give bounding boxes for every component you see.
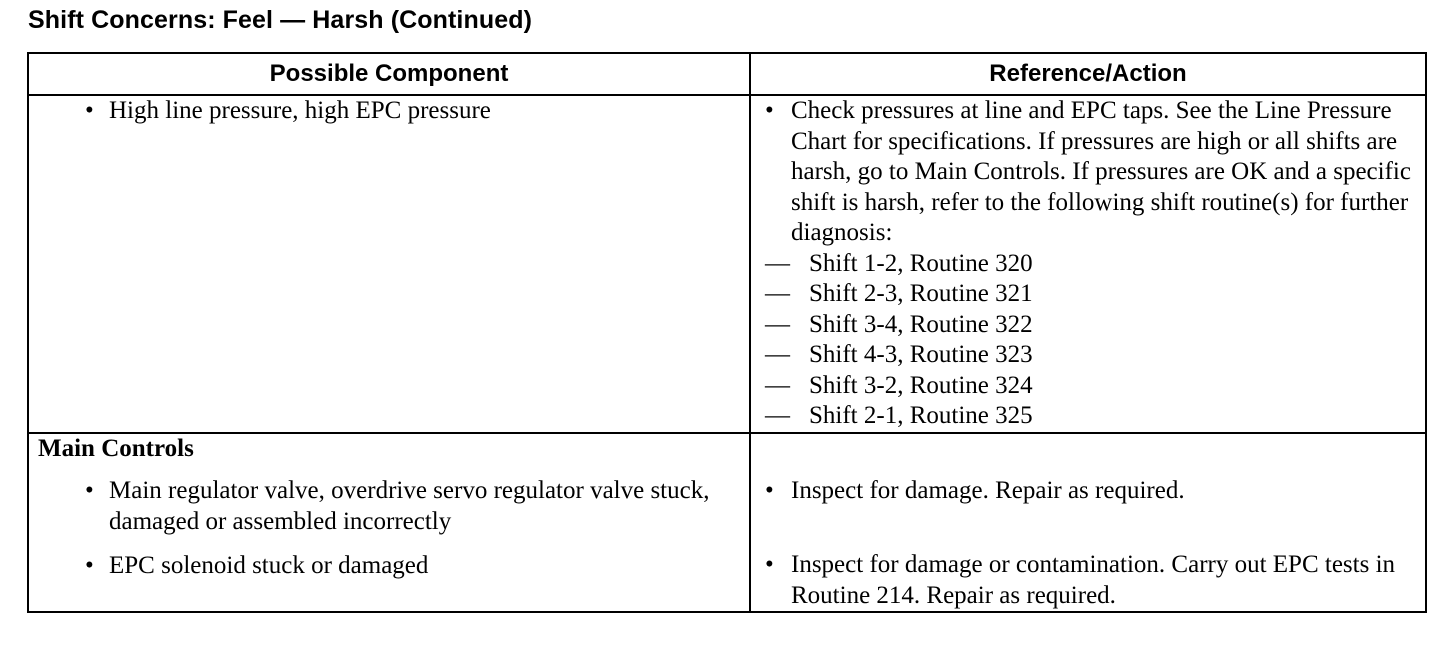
routine-text: Shift 2-1, Routine 325 [809,402,1033,429]
dash-icon: — [765,371,790,399]
routine-item [751,249,1425,280]
list-item [751,96,1425,249]
action-text: Inspect for damage. Repair as required. [791,476,1185,504]
routine-text: Shift 3-4, Routine 322 [809,310,1033,338]
table-row [28,433,1426,613]
routine-item [751,371,1425,402]
routine-item [751,401,1425,432]
dash-icon: — [765,341,790,368]
routine-text: Shift 1-2, Routine 320 [809,249,1033,277]
routine-item [751,310,1425,341]
bullet-icon: • [765,97,774,124]
bullet-icon: • [85,97,94,124]
dash-icon: — [765,310,790,338]
bullet-icon: • [85,477,94,504]
action-text: Inspect for damage or contamination. Carry out EPC tests in Routine 214. Repair as required. [791,551,1396,609]
page-title: Shift Concerns: Feel — Harsh (Continued) [28,6,533,34]
column-header-action: Reference/Action [750,53,1426,95]
routine-text: Shift 3-2, Routine 324 [809,371,1033,399]
component-text: High line pressure, high EPC pressure [109,97,491,124]
routine-item [751,279,1425,310]
routine-item [751,340,1425,371]
component-cell [28,433,750,613]
list-item [751,550,1425,611]
bullet-icon: • [765,551,774,578]
list-item [29,551,749,582]
dash-icon: — [765,402,790,429]
routine-text: Shift 4-3, Routine 323 [809,341,1033,368]
diagnosis-table [27,52,1427,613]
bullet-icon: • [765,476,774,504]
dash-icon: — [765,249,790,277]
bullet-icon: • [85,552,94,579]
list-item [29,476,749,537]
routine-text: Shift 2-3, Routine 321 [809,280,1033,307]
table-row [28,95,1426,433]
dash-icon: — [765,280,790,307]
list-item [29,96,749,127]
component-text: Main regulator valve, overdrive servo regulator valve stuck, damaged or assembled incorrectly [109,477,710,535]
action-cell [750,433,1426,613]
component-text: EPC solenoid stuck or damaged [109,552,429,579]
action-text: Check pressures at line and EPC taps. See the Line Pressure Chart for specifications. If pressures are high or all shifts are harsh, go to Main Controls. If pressures are OK and a specific shift is harsh, refer to the following shift routine(s) for further diagnosis: [791,97,1411,246]
section-heading: Main Controls [38,434,194,462]
table-header-row [28,53,1426,95]
list-item [751,476,1425,507]
component-cell [28,95,750,433]
column-header-component: Possible Component [28,53,750,95]
action-cell [750,95,1426,433]
